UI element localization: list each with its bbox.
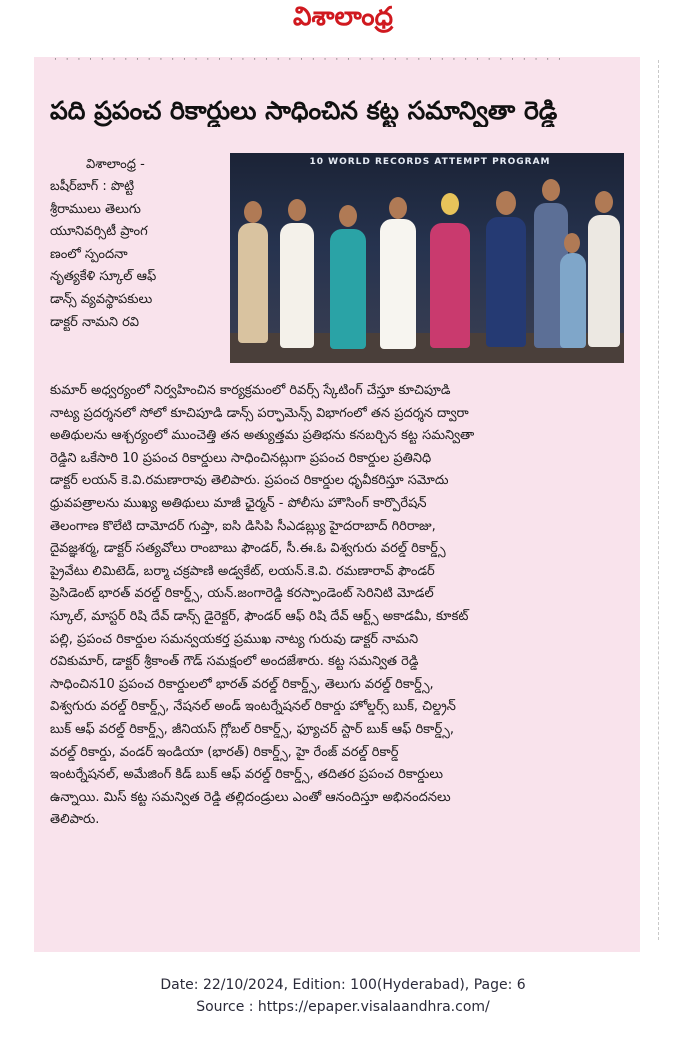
body-line: డాన్స్ వ్యవస్థాపకులు bbox=[50, 291, 153, 307]
person-figure bbox=[238, 223, 268, 343]
article-headline: పది ప్రపంచ రికార్డులు సాధించిన కట్ట సమాన్వితా రెడ్డి bbox=[50, 96, 558, 125]
body-line: నృత్యకేళి స్కూల్ ఆఫ్ bbox=[50, 269, 157, 285]
body-line: సాధించిన10 ప్రపంచ రికార్డులలో భారత్ వరల్డ్ రికార్డ్స్, తెలుగు వరల్డ్ రికార్డ్స్, bbox=[50, 676, 434, 692]
body-line: యూనివర్సిటీ ప్రాంగ bbox=[50, 224, 148, 240]
body-line: శ్రీరాములు తెలుగు bbox=[50, 201, 141, 217]
body-line: బషీర్‌బాగ్ : పొట్టి bbox=[50, 179, 135, 194]
source-url-line: Source : https://epaper.visalaandhra.com/ bbox=[196, 999, 490, 1015]
body-line: డాక్టర్ లయన్ కె.వి.రమణారావు తెలిపారు. ప్రపంచ రికార్డుల ధృవీకరిస్తూ సమోదు bbox=[50, 473, 449, 489]
body-line: ధ్రువపత్రాలను ముఖ్య అతిథులు మాజీ ఛైర్మన్ - పోలీసు హౌసింగ్ కార్పొరేషన్ bbox=[50, 495, 427, 511]
body-line: స్కూల్, మాస్టర్ రిషి దేవ్ డాన్స్ డైరెక్టర్, ఫౌండర్ ఆఫ్ రిషి దేవ్ ఆర్ట్స్ అకాడమీ, కూకట్ bbox=[50, 608, 469, 624]
person-head bbox=[389, 197, 407, 219]
body-line: డాక్టర్ నామని రవి bbox=[50, 314, 140, 330]
article-byline: విశాలాంధ్ర - bbox=[86, 157, 145, 172]
newspaper-masthead: విశాలాంధ్ర bbox=[293, 2, 393, 32]
body-line: ప్రెసిడెంట్ భారత్ వరల్డ్ రికార్డ్స్, యన్.జంగారెడ్డి కరస్పాండెంట్ సెరినిటి మోడల్ bbox=[50, 586, 434, 602]
body-line: అతిథులను ఆశ్చర్యంలో ముంచెత్తి తన అత్యుత్తమ ప్రతిభను కనబర్చిన కట్ట సమన్వితా bbox=[50, 428, 475, 444]
person-head bbox=[542, 179, 560, 201]
body-line: రెడ్డిని ఒకేసారి 10 ప్రపంచ రికార్డులు సాధించినట్లుగా ప్రపంచ రికార్డుల ప్రతినిధి bbox=[50, 450, 432, 466]
dancer-figure bbox=[430, 223, 470, 348]
edition-date-line: Date: 22/10/2024, Edition: 100(Hyderabad), Page: 6 bbox=[160, 977, 526, 993]
person-figure bbox=[588, 215, 620, 347]
child-figure bbox=[560, 253, 586, 348]
body-line: బుక్ ఆఫ్ వరల్డ్ రికార్డ్స్, జీనియస్ గ్లోబల్ రికార్డ్స్, ఫ్యూచర్ స్టార్ బుక్ ఆఫ్ రికార్డ్స్, bbox=[50, 721, 455, 737]
body-line: ప్రైవేటు లిమిటెడ్, బర్మా చక్రపాణి అడ్వకేట్, లయన్.కె.వి. రమణారావ్ ఫౌండర్ bbox=[50, 563, 435, 579]
body-line: కుమార్ అధ్వర్యంలో నిర్వహించిన కార్యక్రమంలో రివర్స్ స్కేటింగ్ చేస్తూ కూచిపూడి bbox=[50, 383, 451, 398]
body-line: తెలిపారు. bbox=[50, 812, 100, 828]
child-head bbox=[564, 233, 580, 253]
source-footer bbox=[0, 974, 686, 1018]
person-figure bbox=[380, 219, 416, 349]
person-head bbox=[339, 205, 357, 227]
previous-article-cut-line: · · · · · · · · · · · · · · · · · · · · · · · · · · · · · · · · · · · · · · · · · · · · bbox=[54, 57, 564, 63]
person-head bbox=[496, 191, 516, 215]
person-figure bbox=[486, 217, 526, 347]
person-head bbox=[595, 191, 613, 213]
news-clipping bbox=[34, 57, 640, 952]
body-line: రవికుమార్, డాక్టర్ శ్రీకాంత్ గౌడ్ సమక్షంలో అందజేశారు. కట్ట సమన్విత రెడ్డి bbox=[50, 654, 419, 670]
body-line: తెలంగాణ కొలేటి దామోదర్ గుప్తా, ఐసి డిసిపి సీఎడబ్ల్యు హైదరాబాద్ గిరిరాజు, bbox=[50, 518, 436, 534]
body-line: ఉన్నాయి. మిస్ కట్ట సమన్విత రెడ్డి తల్లిదండ్రులు ఎంతో ఆనందిస్తూ అభినందనలు bbox=[50, 789, 451, 805]
body-line: దైవజ్ఞశర్మ, డాక్టర్ సత్యవోలు రాంబాబు ఫౌండర్, సీ.ఈ.ఓ విశ్వగురు వరల్డ్ రికార్డ్స్ bbox=[50, 541, 446, 557]
event-photo bbox=[230, 153, 624, 363]
body-line: వరల్డ్ రికార్డు, వండర్ ఇండియా (భారత్) రికార్డ్స్, హై రేంజ్ వరల్డ్ రికార్డ్ bbox=[50, 744, 399, 760]
person-head bbox=[244, 201, 262, 223]
person-figure bbox=[330, 229, 366, 349]
body-line: విశ్వగురు వరల్డ్ రికార్డ్స్, నేషనల్ అండ్ ఇంటర్నేషనల్ రికార్డు హోల్డర్స్ బుక్, చిల్డ్రన్ bbox=[50, 699, 456, 715]
body-line: నాట్య ప్రదర్శనలో సోలో కూచిపూడి డాన్స్ పర్ఫామెన్స్ విభాగంలో తన ప్రదర్శన ద్వారా bbox=[50, 405, 469, 421]
person-head bbox=[288, 199, 306, 221]
article-body-narrow bbox=[50, 176, 222, 334]
body-line: ఇంటర్నేషనల్, అమేజింగ్ కిడ్ బుక్ ఆఫ్ వరల్డ్ రికార్డ్స్, తదితర ప్రపంచ రికార్డులు bbox=[50, 767, 444, 783]
body-line: ణంలో స్పందనా bbox=[50, 246, 128, 262]
article-body-wide bbox=[50, 380, 632, 832]
body-line: పల్లి, ప్రపంచ రికార్డుల సమన్వయకర్త ప్రముఖ నాట్య గురువు డాక్టర్ నామని bbox=[50, 631, 419, 647]
photo-banner-text: 10 WORLD RECORDS ATTEMPT PROGRAM bbox=[309, 157, 551, 167]
person-figure bbox=[280, 223, 314, 348]
dancer-head bbox=[441, 193, 459, 215]
adjacent-column-edge bbox=[658, 60, 665, 940]
